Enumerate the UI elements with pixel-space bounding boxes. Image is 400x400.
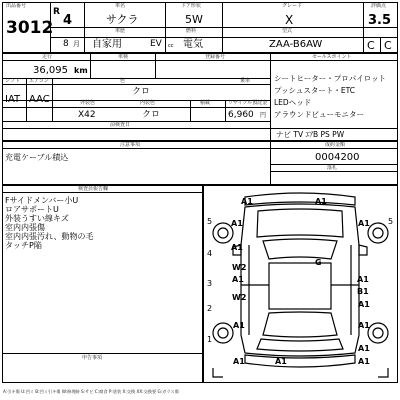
grade: X <box>285 13 294 27</box>
model-year: 4 <box>63 13 73 28</box>
color-code: X42 <box>78 110 96 120</box>
damage-mark: A1 <box>232 275 244 284</box>
damage-mark: A1 <box>233 321 245 330</box>
equipment-line: ナビ TV ｴｱB PS PW <box>276 130 345 139</box>
ac-caption: エアコン <box>29 78 49 84</box>
model-code: ZAA-B6AW <box>269 39 323 50</box>
inspection-date-caption: 前検査日 <box>110 122 131 128</box>
damage-mark: W2 <box>232 293 247 302</box>
damage-mark: A1 <box>358 321 370 330</box>
inspector-note-4: 室内内張傷 <box>5 223 45 232</box>
recycle-fee: 6,960 <box>228 110 254 120</box>
mileage-unit: km <box>74 66 88 75</box>
option-line-4: アラウンドビューモニター <box>274 110 364 119</box>
door-type: 5W <box>185 13 203 26</box>
damage-mark: A1 <box>358 300 370 309</box>
inspector-caption: 検査員報告欄 <box>78 186 109 192</box>
model-month: 8 <box>63 39 69 49</box>
regnum-caption: 登録番号 <box>205 54 226 60</box>
inspector-note-1: Fサイドメンバー小U <box>5 196 79 205</box>
option-line-3: LEDヘッド <box>274 98 312 107</box>
year-era: R <box>53 7 60 17</box>
status-caption: 落札 <box>327 165 338 171</box>
inspect-caption: 車検 <box>118 54 129 60</box>
notes-text: 充電ケーブル積込 <box>5 153 69 162</box>
frame-label-3: 3 <box>207 279 213 288</box>
exterior-grade: C <box>384 39 392 52</box>
color-caption: 色 <box>120 78 126 84</box>
remarks-caption: 申告事項 <box>82 355 103 361</box>
shift-type: IAT <box>5 94 21 105</box>
damage-mark: A1 <box>358 357 370 366</box>
lot-caption: 出品番号 <box>6 3 27 9</box>
damage-mark: A1 <box>358 219 370 228</box>
option-line-1: シートヒーター・プロパイロット <box>274 74 387 83</box>
fuel-caption: 燃料 <box>186 28 197 34</box>
frame-label-1: 1 <box>207 335 213 344</box>
recycle-unit: 円 <box>260 112 267 119</box>
usage-caption: 車歴 <box>115 28 126 34</box>
interior-color: クロ <box>142 110 161 120</box>
damage-mark: A1 <box>357 275 369 284</box>
inspector-note-5: 室内内張汚れ、動物の毛 <box>5 232 94 241</box>
car-name-caption: 車名 <box>115 3 126 9</box>
fuel-type: 電気 <box>183 39 203 50</box>
frame-label-2: 2 <box>207 304 213 313</box>
displacement-unit: cc <box>168 43 174 49</box>
damage-mark: A1 <box>315 197 327 206</box>
sale-price: 0004200 <box>315 152 360 163</box>
recycle-caption: リサイクル預託金 <box>228 100 268 106</box>
damage-mark: A1 <box>233 357 245 366</box>
result-caption: 成約金額 <box>325 142 346 148</box>
model-caption: 型式 <box>282 28 293 34</box>
car-outline <box>203 185 398 383</box>
shift-caption: シフト <box>5 78 21 84</box>
car-name: サクラ <box>106 13 139 26</box>
damage-mark: W2 <box>232 263 247 272</box>
option-line-2: プッシュスタート・ETC <box>274 86 355 95</box>
lot-number: 3012 <box>6 18 54 38</box>
damage-mark: A1 <box>275 357 287 366</box>
aircon-type: AAC <box>29 94 50 105</box>
doors-caption: ドア形状 <box>181 3 201 9</box>
damage-mark: A1 <box>231 243 243 252</box>
frame-label-4: 4 <box>207 249 213 258</box>
damage-mark: B1 <box>357 287 369 296</box>
grade-caption: グレード <box>282 3 303 9</box>
auction-score: 3.5 <box>368 13 392 28</box>
inspector-note-6: タッチP陥 <box>5 241 42 250</box>
usage: 自家用 <box>92 39 122 50</box>
interior-grade: C <box>367 39 375 52</box>
inspector-note-3: 外装うすい線キズ <box>5 214 69 223</box>
seats-caption: 乗車 <box>240 78 251 84</box>
options-caption: セールスポイント <box>312 54 352 60</box>
damage-mark: G <box>315 258 322 267</box>
int-caption: 内装色 <box>140 100 156 106</box>
notes-caption: 注意事項 <box>120 142 141 148</box>
month-unit: 月 <box>73 40 80 48</box>
damage-mark: A1 <box>241 197 253 206</box>
mileage-caption: 走行 <box>42 54 53 60</box>
damage-mark: A1 <box>231 219 243 228</box>
frame-label-left: 5 <box>207 217 213 226</box>
displacement: EV <box>150 39 162 49</box>
mileage: 36,095 <box>33 65 68 76</box>
footer-legend: A:引キ傷 U:凹ミ B:凹ミ引キ傷 W:修理跡 S:サビ C:腐食 P:塗装 X:交換 XX:交換要 G:ガラス傷 <box>3 389 179 394</box>
body-color: クロ <box>132 87 151 97</box>
damage-mark: A1 <box>358 344 370 353</box>
score-caption: 評価点 <box>371 3 387 9</box>
frame-label-right: 5 <box>388 217 394 226</box>
ext-caption: 外装色 <box>80 100 96 106</box>
inspector-note-2: ロアサポートU <box>5 205 59 214</box>
capacity-caption: 積載 <box>200 100 211 106</box>
